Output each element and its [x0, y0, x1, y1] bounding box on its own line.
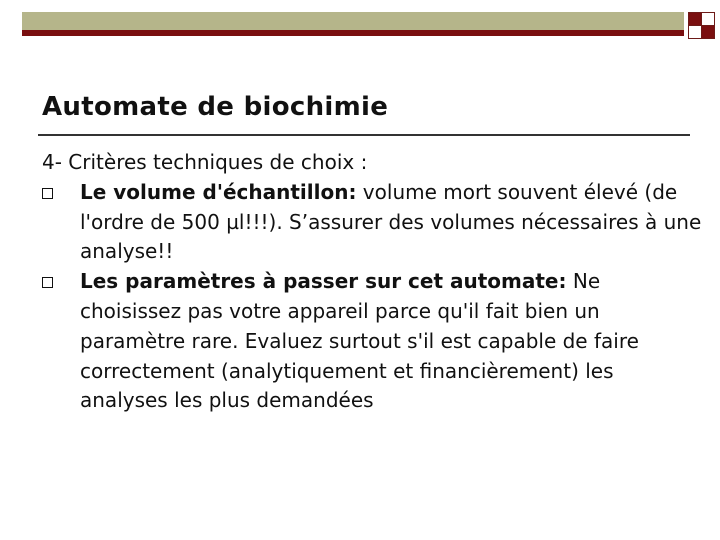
corner-square-icon [701, 12, 715, 26]
section-intro: 4- Critères techniques de choix : [42, 150, 368, 174]
bullet-colon: : [558, 269, 567, 294]
slide-body [42, 148, 702, 416]
header-accent-line [22, 30, 684, 36]
title-divider [38, 134, 690, 136]
hollow-square-bullet-icon [42, 188, 53, 199]
corner-square-icon [688, 12, 702, 26]
corner-square-icon [701, 25, 715, 39]
bullet-item [42, 178, 702, 267]
header-decoration [0, 0, 720, 44]
hollow-square-bullet-icon [42, 277, 53, 288]
slide-title: Automate de biochimie [42, 92, 389, 122]
bullet-text: volume mort souvent élevé (de l'ordre de 500 µl!!!). S’assurer des volumes nécessaires à une analyse!! [80, 179, 702, 264]
bullet-lead: Le volume d'échantillon: [80, 179, 357, 204]
bullet-item [42, 267, 702, 416]
corner-square-icon [688, 25, 702, 39]
bullet-lead: Les paramètres à passer sur cet automate [80, 269, 559, 294]
header-band [22, 12, 684, 30]
bullet-text: Ne choisissez pas votre appareil parce qu'il fait bien un paramètre rare. Evaluez surtout s'il est capable de faire correctement (analytiquement et financièrement) les analyses les plus demandées [80, 269, 639, 413]
